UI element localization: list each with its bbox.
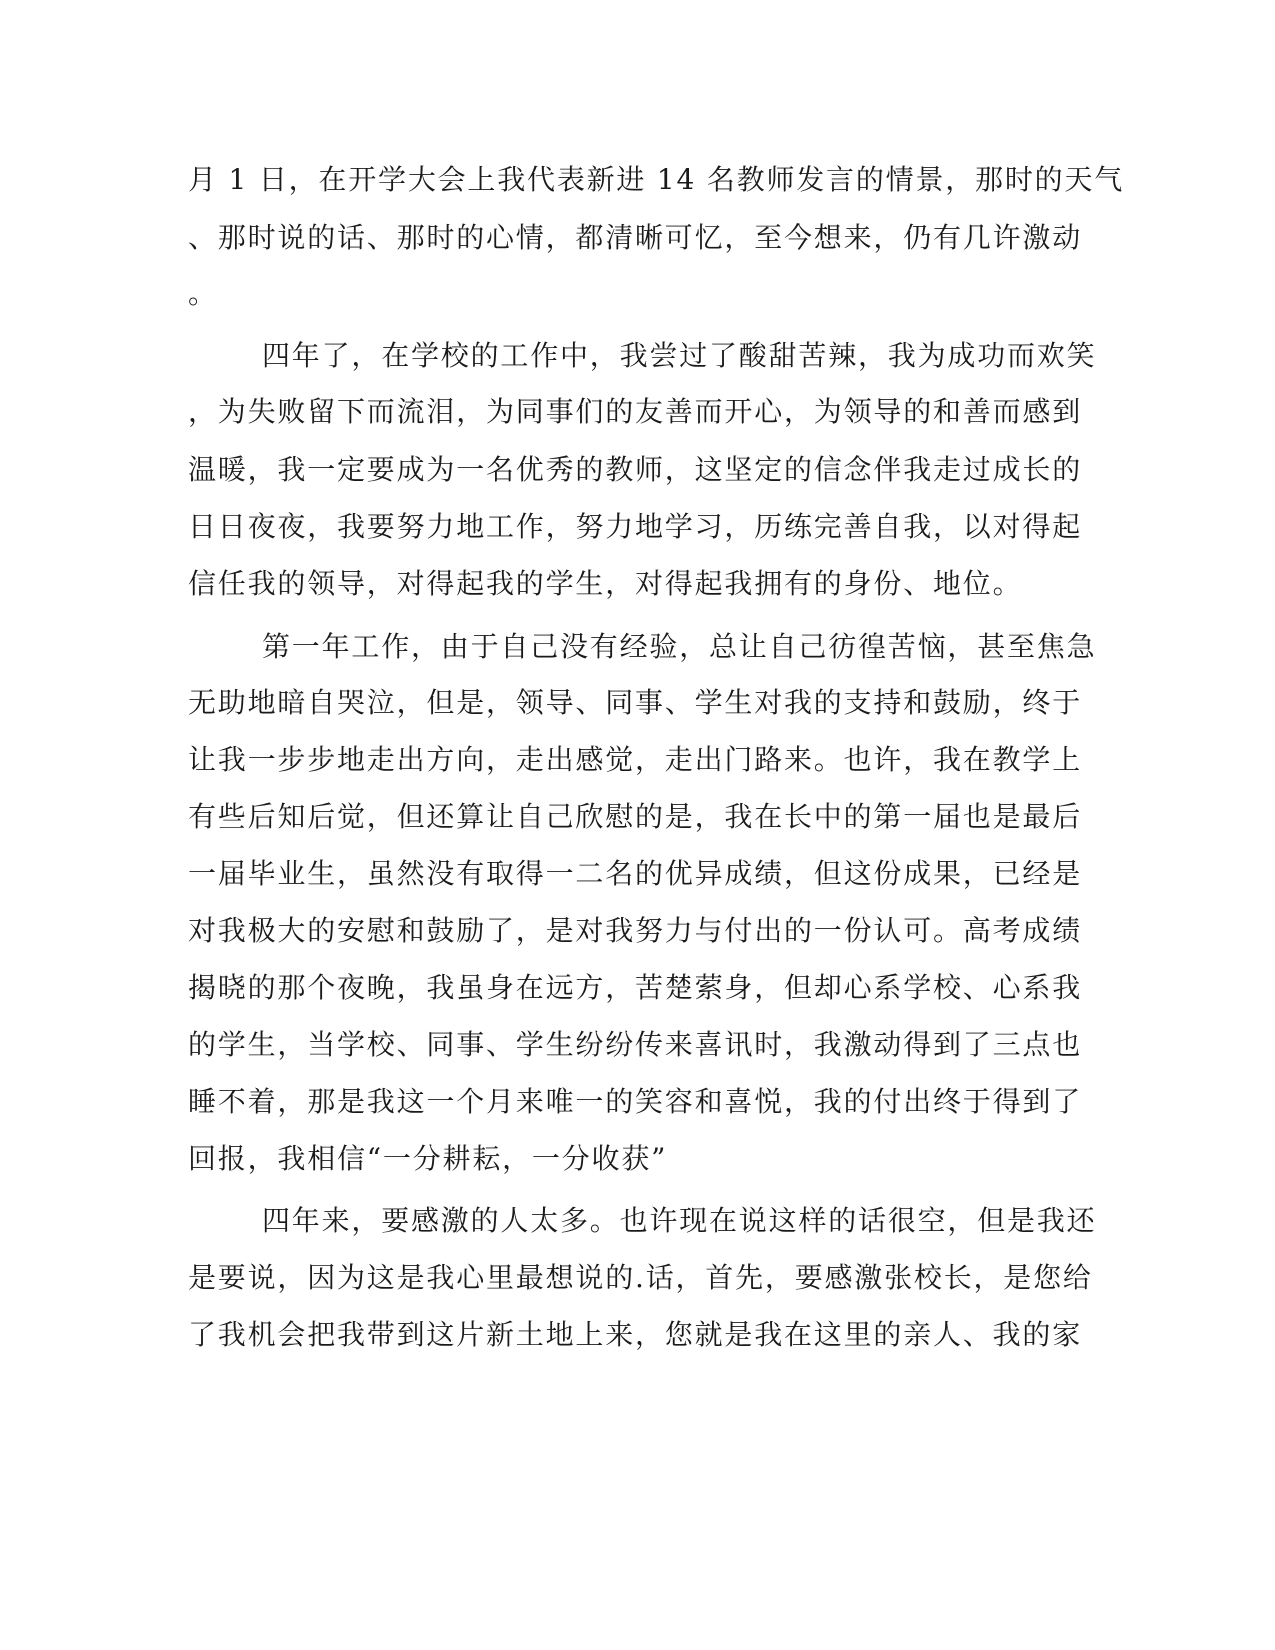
text-line: 月 1 日，在开学大会上我代表新进 14 名教师发言的情景，那时的天气 (188, 163, 1125, 196)
text-line: 睡不着，那是我这一个月来唯一的笑容和喜悦，我的付出终于得到了 (188, 1085, 1083, 1118)
text-line: 的学生，当学校、同事、学生纷纷传来喜讯时，我激动得到了三点也 (188, 1028, 1083, 1061)
text-line: 信任我的领导，对得起我的学生，对得起我拥有的身份、地位。 (188, 567, 1023, 600)
paragraph-first-line: 四年来，要感激的人太多。也许现在说这样的话很空，但是我还 (262, 1204, 1097, 1237)
text-line: 回报，我相信“一分耕耘，一分收获” (188, 1142, 668, 1175)
text-line: 对我极大的安慰和鼓励了，是对我努力与付出的一份认可。高考成绩 (188, 914, 1083, 947)
text-line: 日日夜夜，我要努力地工作，努力地学习，历练完善自我，以对得起 (188, 510, 1083, 543)
text-line: 让我一步步地走出方向，走出感觉，走出门路来。也许，我在教学上 (188, 743, 1083, 776)
text-line: 有些后知后觉，但还算让自己欣慰的是，我在长中的第一届也是最后 (188, 800, 1083, 833)
text-line: 揭晓的那个夜晚，我虽身在远方，苦楚萦身，但却心系学校、心系我 (188, 971, 1083, 1004)
text-line: 是要说，因为这是我心里最想说的.话，首先，要感激张校长，是您给 (188, 1261, 1093, 1294)
text-line: 一届毕业生，虽然没有取得一二名的优异成绩，但这份成果，已经是 (188, 857, 1083, 890)
text-line: 。 (188, 277, 218, 310)
paragraph-first-line: 四年了，在学校的工作中，我尝过了酸甜苦辣，我为成功而欢笑 (262, 339, 1097, 372)
text-line: 了我机会把我带到这片新土地上来，您就是我在这里的亲人、我的家 (188, 1318, 1083, 1351)
text-line: 无助地暗自哭泣，但是，领导、同事、学生对我的支持和鼓励，终于 (188, 686, 1083, 719)
paragraph-first-line: 第一年工作，由于自己没有经验，总让自己彷徨苦恼，甚至焦急 (262, 630, 1097, 663)
text-line: ，为失败留下而流泪，为同事们的友善而开心，为领导的和善而感到 (188, 395, 1083, 428)
text-line: 温暖，我一定要成为一名优秀的教师，这坚定的信念伴我走过成长的 (188, 453, 1083, 486)
text-line: 、那时说的话、那时的心情，都清晰可忆，至今想来，仍有几许激动 (188, 221, 1083, 254)
